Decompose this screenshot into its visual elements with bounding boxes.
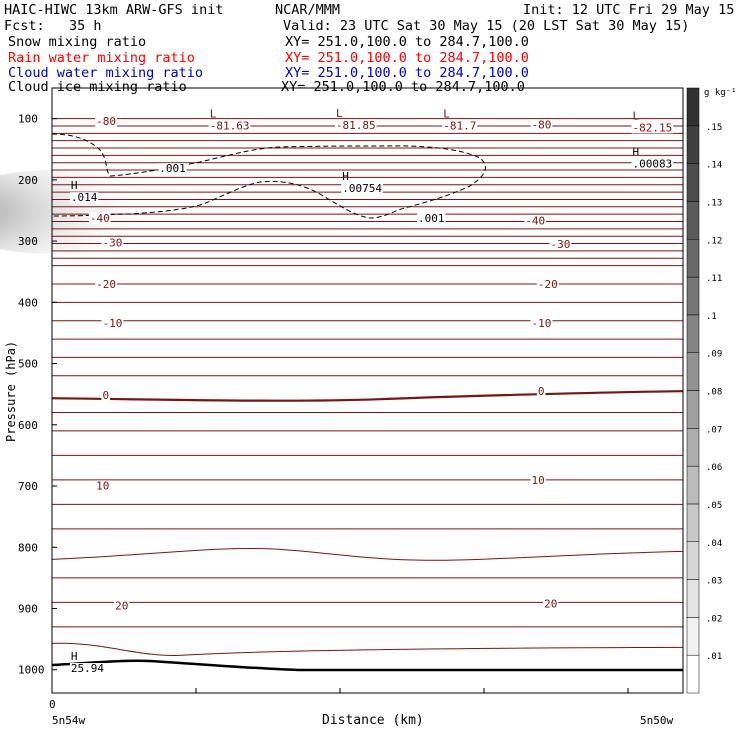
colorbar-tick-label: .03 (706, 576, 723, 587)
isotherm (52, 243, 683, 244)
colorbar-tick-label: .05 (706, 500, 723, 511)
high-marker: H (70, 650, 78, 664)
isotherm (52, 376, 683, 377)
y-tick-label: 100 (18, 112, 38, 126)
colorbar-segment (687, 580, 699, 618)
y-tick-label: 500 (18, 357, 38, 371)
colorbar-tick-label: .11 (706, 274, 723, 285)
field-xy-snow: XY= 251.0,100.0 to 284.7,100.0 (285, 34, 529, 50)
isotherm (52, 207, 683, 208)
field-xy-cloud-water: XY= 251.0,100.0 to 284.7,100.0 (285, 65, 529, 81)
colorbar-tick-label: .02 (706, 614, 723, 625)
y-tick-label: 300 (18, 235, 38, 249)
isotherm (52, 627, 683, 628)
y-tick-label: 900 (18, 602, 38, 616)
colorbar-segment (687, 277, 699, 315)
isotherm-label: 0 (102, 388, 110, 402)
ice-contour-label: .001 (159, 162, 186, 176)
isotherm (52, 480, 683, 481)
isotherm-label: 10 (96, 479, 110, 493)
x-tick-label-0: 0 (49, 698, 56, 711)
isotherm-label: -80 (531, 118, 552, 132)
colorbar-segment (687, 655, 699, 693)
field-name-cloud-ice: Cloud ice mixing ratio (8, 79, 187, 95)
isotherm (52, 412, 683, 413)
field-xy-cloud-ice: XY= 251.0,100.0 to 284.7,100.0 (281, 79, 525, 95)
extremum-value: .014 (70, 191, 98, 205)
y-tick-label: 700 (18, 480, 38, 494)
isotherm (52, 357, 683, 358)
y-tick-label: 800 (18, 541, 38, 555)
extremum-value: -82.15 (632, 121, 673, 135)
isotherm (52, 529, 683, 530)
valid-time: Valid: 23 UTC Sat 30 May 15 (20 LST Sat 30 May 15) (283, 18, 690, 34)
colorbar-segment (687, 504, 699, 542)
extremum-value: .00083 (632, 157, 673, 171)
isotherm (52, 643, 683, 655)
isotherm-label: 20 (544, 597, 558, 611)
colorbar-tick-label: .14 (706, 160, 723, 171)
high-marker: H (632, 145, 640, 159)
colorbar-tick-label: .13 (706, 198, 723, 209)
colorbar-segment (687, 239, 699, 277)
colorbar-segment (687, 466, 699, 504)
colorbar-tick-label: .15 (706, 122, 723, 133)
low-marker: L (209, 107, 217, 121)
isotherm (52, 320, 683, 321)
high-marker: H (342, 169, 349, 183)
colorbar-unit: g kg⁻¹ (704, 88, 737, 98)
colorbar-segment (687, 617, 699, 655)
colorbar-segment (687, 201, 699, 239)
colorbar-segment (687, 542, 699, 580)
y-tick-label: 400 (18, 296, 38, 310)
y-axis-label: Pressure (hPa) (4, 340, 18, 442)
isotherm (52, 162, 683, 163)
high-marker: H (70, 179, 78, 193)
forecast-hour: Fcst: 35 h (4, 18, 102, 34)
y-tick-label: 600 (18, 418, 38, 432)
extremum-value: .00754 (342, 181, 383, 195)
isotherm (52, 284, 683, 285)
extremum-value: -81.63 (209, 119, 250, 133)
isotherm-label: -10 (102, 317, 123, 331)
isotherm-label: -40 (89, 211, 110, 225)
model-title: HAIC-HIWC 13km ARW-GFS init (4, 2, 224, 18)
colorbar-segment (687, 126, 699, 164)
colorbar-tick-label: .04 (706, 538, 723, 549)
y-tick-label: 200 (18, 173, 38, 187)
isotherm (52, 170, 683, 171)
isotherm-label: -20 (96, 277, 117, 291)
colorbar-segment (687, 353, 699, 391)
isotherm (52, 140, 683, 141)
colorbar-segment (687, 164, 699, 202)
colorbar-segment (687, 88, 699, 126)
colorbar-tick-label: .12 (706, 236, 723, 247)
surface-line (52, 661, 683, 670)
isotherm-label: -30 (102, 236, 123, 250)
isotherm (52, 258, 683, 259)
colorbar (687, 88, 722, 693)
colorbar-segment (687, 391, 699, 429)
isotherm (52, 302, 683, 303)
field-name-cloud-water: Cloud water mixing ratio (8, 65, 204, 81)
low-marker: L (443, 107, 450, 121)
isotherm (52, 133, 683, 134)
isotherm (52, 155, 683, 156)
isotherm-label: -30 (550, 238, 571, 252)
isotherm-label: -40 (525, 214, 546, 228)
x-axis-label: Distance (km) (322, 713, 424, 728)
isotherm (52, 236, 683, 237)
extremum-value: 25.94 (70, 662, 105, 676)
isotherm (52, 504, 683, 505)
isotherm-label: 0 (537, 385, 545, 399)
x-end-label-right: 5n50w (640, 714, 674, 727)
isotherm-label: -80 (96, 115, 117, 129)
y-tick-label: 1000 (18, 663, 45, 677)
colorbar-tick-label: .06 (706, 463, 723, 474)
isotherm (52, 578, 683, 579)
isotherm (52, 214, 683, 215)
isotherm-label: -20 (537, 277, 558, 291)
isotherm (52, 431, 683, 432)
low-marker: L (335, 106, 343, 120)
isotherm (52, 221, 683, 222)
field-xy-rain: XY= 251.0,100.0 to 284.7,100.0 (285, 50, 529, 66)
ice-contour-label: .001 (417, 211, 445, 225)
isotherm (52, 548, 683, 560)
isotherm-label: -10 (531, 317, 552, 331)
extremum-value: -81.7 (443, 119, 477, 133)
x-end-label-left: 5n54w (52, 714, 86, 727)
center-label: NCAR/MMM (275, 2, 341, 18)
isotherm-label: 20 (115, 599, 129, 613)
isotherm (52, 265, 683, 266)
isotherm (52, 455, 683, 456)
isotherm (52, 199, 683, 200)
field-name-snow: Snow mixing ratio (8, 34, 147, 50)
isotherm (52, 148, 683, 149)
x-axis (49, 688, 673, 728)
colorbar-tick-label: .08 (706, 387, 723, 398)
colorbar-segment (687, 428, 699, 466)
colorbar-tick-label: .1 (706, 311, 717, 322)
colorbar-segment (687, 315, 699, 353)
isotherm (52, 602, 683, 603)
isotherm (52, 251, 683, 252)
isotherm (52, 177, 683, 178)
isotherm (52, 339, 683, 340)
colorbar-tick-label: .07 (706, 425, 723, 436)
isotherm (52, 229, 683, 230)
colorbar-tick-label: .09 (706, 349, 723, 360)
colorbar-tick-label: .01 (706, 652, 723, 663)
isotherm-zero (52, 388, 683, 402)
low-marker: L (632, 109, 640, 123)
isotherm-label: 10 (531, 473, 545, 487)
init-time: Init: 12 UTC Fri 29 May 15 (523, 2, 735, 18)
extremum-value: -81.85 (335, 118, 376, 132)
field-name-rain: Rain water mixing ratio (8, 50, 195, 66)
